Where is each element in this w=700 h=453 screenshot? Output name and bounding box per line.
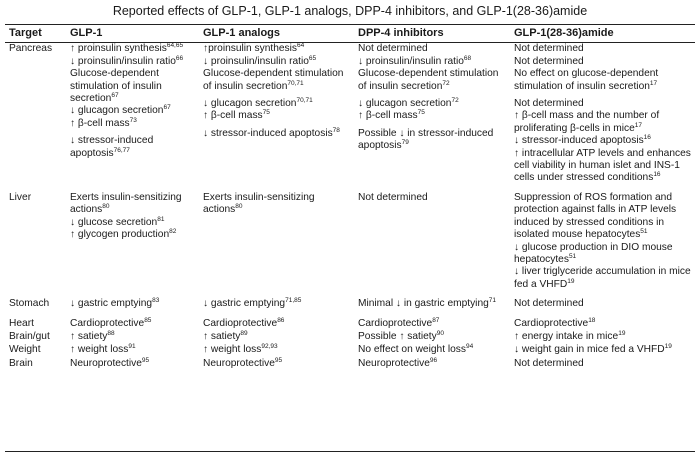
cell-glp1-analogs <box>199 185 354 291</box>
table-row <box>5 357 695 370</box>
row-target-cell: Brain/gut <box>9 330 50 342</box>
effect-text: Cardioprotective <box>514 317 589 329</box>
reference-superscript: 91 <box>128 343 136 351</box>
effect-text: Glucose-dependent stimulation of insulin secretion <box>358 68 499 92</box>
effect-entry <box>70 298 196 310</box>
effect-entry <box>203 192 351 217</box>
cell-dpp4-inhibitors <box>354 42 510 184</box>
row-target-cell: Weight <box>9 344 41 356</box>
effects-table <box>5 25 695 370</box>
reference-superscript: 88 <box>107 329 115 337</box>
reference-superscript: 94 <box>465 343 474 351</box>
table-row <box>5 343 695 356</box>
row-target-cell: Heart <box>9 317 34 329</box>
reference-superscript: 89 <box>240 329 248 337</box>
column-header-target: Target <box>9 27 42 39</box>
cell-glp1-analogs <box>199 343 354 356</box>
effect-entry <box>358 128 507 153</box>
reference-superscript: 72 <box>442 79 450 87</box>
table-title: Reported effects of GLP-1, GLP-1 analogs, DPP-4 inhibitors, and GLP-1(28-36)amide <box>112 4 588 18</box>
row-target-cell: Brain <box>9 357 33 369</box>
reference-superscript: 19 <box>664 343 672 351</box>
effect-text: No effect on glucose-dependent stimulation of insulin secretion <box>514 68 659 92</box>
reference-superscript: 67 <box>163 104 171 112</box>
cell-glp1-28-36-amide <box>510 291 695 310</box>
reference-superscript: 90 <box>436 329 444 337</box>
effect-text: ↓ proinsulin/insulin ratio <box>203 55 309 67</box>
cell-glp1-analogs <box>199 291 354 310</box>
effect-text: ↓ proinsulin/insulin ratio <box>358 55 464 67</box>
effect-text: Neuroprotective <box>70 357 142 369</box>
table-row <box>5 311 695 330</box>
effect-entry <box>70 192 196 217</box>
row-target-cell: Stomach <box>9 298 50 310</box>
cell-glp1 <box>66 330 199 343</box>
effect-entry <box>514 331 692 343</box>
effect-text: Minimal ↓ in gastric emptying <box>358 298 489 310</box>
effect-text: ↑ energy intake in mice <box>514 330 619 342</box>
effect-entry <box>514 358 692 370</box>
effect-entry <box>514 56 692 68</box>
reference-superscript: 86 <box>277 316 285 324</box>
cell-dpp4-inhibitors <box>354 291 510 310</box>
effect-entry <box>203 318 351 330</box>
effect-entry <box>514 98 692 110</box>
reference-superscript: 71 <box>488 297 497 305</box>
reference-superscript: 17 <box>634 121 643 129</box>
effect-text: Glucose-dependent stimulation of insulin secretion <box>70 68 162 105</box>
table-row <box>5 185 695 291</box>
reference-superscript: 81 <box>157 215 165 223</box>
effect-entry <box>514 344 692 356</box>
reference-superscript: 70,71 <box>296 97 313 105</box>
effect-text: ↓ glucagon secretion <box>203 98 297 110</box>
reference-superscript: 18 <box>588 316 596 324</box>
effect-text: Not determined <box>358 191 428 203</box>
cell-dpp4-inhibitors <box>354 311 510 330</box>
effect-entry <box>70 344 196 356</box>
effect-text: ↑ satiety <box>70 330 108 342</box>
effect-entry <box>70 318 196 330</box>
effect-text: ↓ liver triglyceride accumulation in mice fed a VHFD <box>514 266 691 290</box>
cell-glp1-analogs <box>199 357 354 370</box>
effect-entry <box>70 135 196 160</box>
effect-entry <box>514 192 692 242</box>
effect-entry <box>358 43 507 55</box>
reference-superscript: 66 <box>175 54 184 62</box>
table-row <box>5 42 695 184</box>
effect-text: ↑ satiety <box>203 330 241 342</box>
reference-superscript: 64 <box>297 42 305 50</box>
reference-superscript: 79 <box>401 139 409 147</box>
effect-text: Not determined <box>514 55 584 67</box>
cell-glp1-28-36-amide <box>510 343 695 356</box>
header-row <box>5 25 695 42</box>
effect-text: Glucose-dependent stimulation of insulin secretion <box>203 68 344 92</box>
effect-entry <box>203 128 351 140</box>
reference-superscript: 95 <box>274 356 283 364</box>
reference-superscript: 16 <box>643 134 651 142</box>
cell-glp1-28-36-amide <box>510 311 695 330</box>
effect-text: ↓ stressor-induced apoptosis <box>70 135 154 159</box>
reference-superscript: 95 <box>141 356 150 364</box>
effect-entry <box>203 98 351 110</box>
reference-superscript: 73 <box>129 116 137 124</box>
effect-entry <box>203 43 351 55</box>
effect-entry <box>514 135 692 147</box>
cell-glp1-28-36-amide <box>510 42 695 184</box>
effect-text: Not determined <box>514 98 584 110</box>
cell-glp1-28-36-amide <box>510 185 695 291</box>
cell-dpp4-inhibitors <box>354 357 510 370</box>
reference-superscript: 16 <box>653 171 661 179</box>
effect-entry <box>514 68 692 93</box>
cell-glp1 <box>66 42 199 184</box>
reference-superscript: 71,85 <box>285 297 302 305</box>
reference-superscript: 68 <box>463 54 472 62</box>
effect-text: ↓ gastric emptying <box>203 298 286 310</box>
effect-entry <box>203 298 351 310</box>
reference-superscript: 75 <box>262 109 270 117</box>
effect-entry <box>203 344 351 356</box>
effect-entry <box>358 344 507 356</box>
effect-entry <box>358 298 507 310</box>
effect-entry <box>358 318 507 330</box>
effect-entry <box>358 192 507 204</box>
column-header-glp1: GLP-1 <box>70 27 103 39</box>
row-target-cell: Pancreas <box>9 43 53 55</box>
cell-glp1 <box>66 185 199 291</box>
effect-entry <box>514 318 692 330</box>
column-header-glp1-analogs: GLP-1 analogs <box>203 27 281 39</box>
row-target-cell: Liver <box>9 191 32 203</box>
effect-text: ↓ stressor-induced apoptosis <box>203 127 333 139</box>
effect-text: ↓ glucagon secretion <box>358 98 452 110</box>
effect-text: Not determined <box>514 43 584 55</box>
cell-glp1-analogs <box>199 330 354 343</box>
effect-text: ↑ β-cell mass and the number of proliferating β-cells in mice <box>514 110 660 134</box>
effect-text: Suppression of ROS formation and protection against falls in ATP levels induced by stressed conditions in isolated mouse hepatocytes <box>514 191 677 241</box>
bottom-rule <box>5 451 695 452</box>
column-header-dpp4-inhibitors: DPP-4 inhibitors <box>358 27 444 39</box>
effect-text: ↓ glucose production in DIO mouse hepatocytes <box>514 241 673 265</box>
cell-glp1-analogs <box>199 42 354 184</box>
effect-entry <box>358 358 507 370</box>
effect-entry <box>514 298 692 310</box>
effect-entry <box>70 217 196 229</box>
effect-text: ↑ glycogen production <box>70 229 170 241</box>
effect-entry <box>70 358 196 370</box>
effect-text: Exerts insulin-sensitizing actions <box>70 191 182 216</box>
effect-entry <box>70 229 196 241</box>
reference-superscript: 96 <box>429 356 438 364</box>
effect-entry <box>203 331 351 343</box>
effect-text: ↓ weight gain in mice fed a VHFD <box>514 344 665 356</box>
effect-text: Not determined <box>514 298 584 310</box>
effect-text: Possible ↓ in stressor-induced apoptosis <box>358 127 494 152</box>
table-row <box>5 291 695 310</box>
reference-superscript: 83 <box>152 297 160 305</box>
effect-entry <box>514 110 692 135</box>
effect-text: Not determined <box>358 43 428 55</box>
effect-entry <box>70 56 196 68</box>
effect-entry <box>70 331 196 343</box>
cell-dpp4-inhibitors <box>354 185 510 291</box>
reference-superscript: 80 <box>102 203 110 211</box>
effect-entry <box>203 110 351 122</box>
effect-text: Cardioprotective <box>70 317 145 329</box>
cell-glp1 <box>66 311 199 330</box>
effect-entry <box>358 68 507 93</box>
cell-glp1-28-36-amide <box>510 330 695 343</box>
effect-text: ↓ gastric emptying <box>70 298 153 310</box>
effect-text: ↑ weight loss <box>70 344 129 356</box>
reference-superscript: 65 <box>308 54 317 62</box>
reference-superscript: 78 <box>332 126 340 134</box>
reference-superscript: 85 <box>144 316 152 324</box>
effect-entry <box>358 331 507 343</box>
effect-entry <box>514 266 692 291</box>
reference-superscript: 64,65 <box>166 42 184 50</box>
effect-entry <box>70 118 196 130</box>
effect-text: ↓ glucagon secretion <box>70 105 164 117</box>
table-row <box>5 330 695 343</box>
effect-text: Cardioprotective <box>358 317 433 329</box>
effect-text: ↑ weight loss <box>203 344 262 356</box>
effect-text: Neuroprotective <box>358 357 430 369</box>
effect-text: Cardioprotective <box>203 317 278 329</box>
reference-superscript: 51 <box>568 252 577 260</box>
effect-entry <box>514 43 692 55</box>
effect-entry <box>514 242 692 267</box>
reference-superscript: 17 <box>649 79 658 87</box>
effect-text: ↓ proinsulin/insulin ratio <box>70 55 176 67</box>
effect-entry <box>203 56 351 68</box>
cell-glp1 <box>66 291 199 310</box>
cell-glp1-28-36-amide <box>510 357 695 370</box>
reference-superscript: 70,71 <box>287 79 304 87</box>
effect-text: ↑ intracellular ATP levels and enhances cell viability in human islet and INS-1 cells under stressed conditions <box>514 147 691 184</box>
reference-superscript: 19 <box>618 329 626 337</box>
reference-superscript: 87 <box>432 316 440 324</box>
reference-superscript: 76,77 <box>113 146 130 154</box>
effect-text: ↑proinsulin synthesis <box>203 43 297 55</box>
cell-glp1 <box>66 357 199 370</box>
effect-text: ↑ β-cell mass <box>70 117 130 129</box>
reference-superscript: 19 <box>567 277 575 285</box>
effect-text: ↑ proinsulin synthesis <box>70 43 167 55</box>
effect-text: Not determined <box>514 357 584 369</box>
effect-entry <box>514 148 692 185</box>
reference-superscript: 80 <box>235 203 243 211</box>
effect-entry <box>358 56 507 68</box>
effect-entry <box>358 110 507 122</box>
effect-text: Neuroprotective <box>203 357 275 369</box>
reference-superscript: 75 <box>417 109 425 117</box>
reference-superscript: 82 <box>169 228 177 236</box>
table-body <box>5 42 695 370</box>
effect-text: Possible ↑ satiety <box>358 330 437 342</box>
effect-entry <box>70 68 196 105</box>
effect-entry <box>203 68 351 93</box>
cell-dpp4-inhibitors <box>354 343 510 356</box>
reference-superscript: 51 <box>640 228 648 236</box>
column-header-glp1-28-36-amide: GLP-1(28-36)amide <box>514 27 614 39</box>
effect-text: No effect on weight loss <box>358 344 466 356</box>
cell-glp1-analogs <box>199 311 354 330</box>
reference-superscript: 92,93 <box>261 343 278 351</box>
effect-text: ↓ glucose secretion <box>70 216 158 228</box>
cell-dpp4-inhibitors <box>354 330 510 343</box>
effect-text: Exerts insulin-sensitizing actions <box>203 191 315 216</box>
cell-glp1 <box>66 343 199 356</box>
reference-superscript: 72 <box>451 97 459 105</box>
effect-text: ↓ stressor-induced apoptosis <box>514 135 644 147</box>
effect-text: ↑ β-cell mass <box>358 110 418 122</box>
reference-superscript: 67 <box>111 92 119 100</box>
effect-text: ↑ β-cell mass <box>203 110 263 122</box>
effect-entry <box>358 98 507 110</box>
effect-entry <box>203 358 351 370</box>
